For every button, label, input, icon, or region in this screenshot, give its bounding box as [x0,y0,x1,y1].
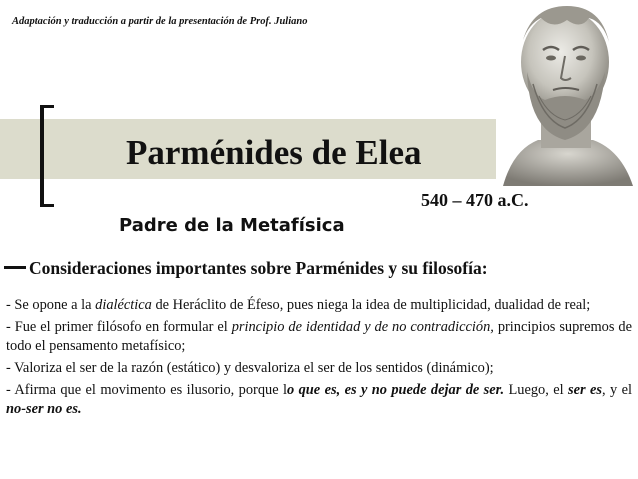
text-run: Luego, el [504,382,569,398]
body-text [6,296,632,422]
slide-subtitle: Padre de la Metafísica [119,215,345,236]
text-run: - Valoriza el ser de la razón (estático) y desvaloriza el ser de los sentidos (dinámico); [6,360,494,376]
section-heading-text: Consideraciones importantes sobre Parménides y su filosofía: [29,258,488,278]
bullet-paragraph [6,381,632,419]
bullet-paragraph [6,359,632,378]
text-run: principio de identidad y de no contradicción, [231,319,494,335]
slide-title: Parménides de Elea [126,133,422,172]
text-run: - Fue el primer filósofo en formular el [6,319,232,335]
text-run: de Heráclito de Éfeso, pues niega la idea de multiplicidad, dualidad de real; [151,297,591,313]
text-run: - Afirma que el movimento es ilusorio, porque l [6,382,287,398]
dash-icon [4,266,26,269]
bullet-paragraph [6,296,632,315]
bullet-paragraph [6,318,632,356]
text-run: principios supremos de todo el pensamento metafísico; [6,319,632,354]
bracket-decoration [40,105,54,207]
text-run: , y el [602,382,632,398]
text-run: ser es [568,382,603,398]
parmenides-bust-icon [493,0,638,186]
text-run: - Se opone a la [6,297,96,313]
text-run: dialéctica [95,297,152,313]
life-dates: 540 – 470 a.C. [421,190,529,210]
text-run: o que es, es y no puede dejar de ser. [287,382,505,398]
text-run: no-ser no es. [6,401,82,417]
section-heading [4,258,488,279]
presentation-credit: Adaptación y traducción a partir de la presentación de Prof. Juliano [12,16,308,27]
